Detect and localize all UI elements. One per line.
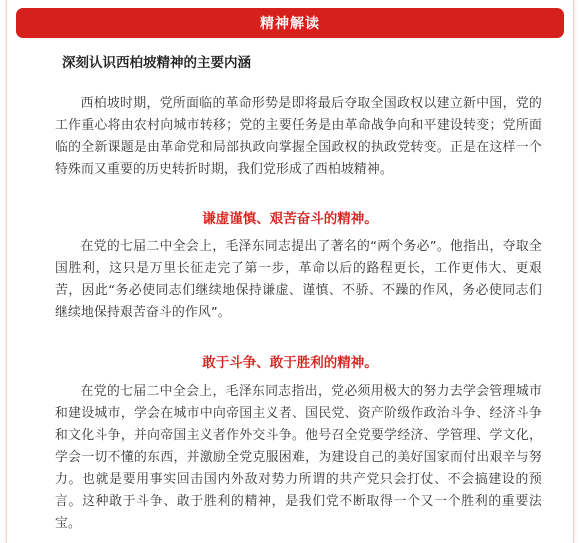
intro-paragraph: 西柏坡时期，党所面临的革命形势是即将最后夺取全国政权以建立新中国，党的工作重心将由农村向城市转移；党的主要任务是由革命战争向和平建设转变；党所面临的全新课题是由革命党和局部执政向掌握全国政权的执政党转变。正是在这样一个特殊而又重要的历史转折时期，我们党形成了西柏坡精神。 xyxy=(55,96,542,177)
section-2-heading: 敢于斗争、敢于胜利的精神。 xyxy=(202,355,378,371)
section-2-paragraph: 在党的七届二中全会上，毛泽东同志指出，党必须用极大的努力去学会管理城市和建设城市，学会在城市中向帝国主义者、国民党、资产阶级作政治斗争、经济斗争和文化斗争，并向帝国主义者作外交斗争。他号召全党要学经济、学管理、学文化，学会一切不懂的东西，并激励全党克服困难，为建设自己的美好国家而付出艰辛与努力。也就是要用事实回击国内外敌对势力所谓的共产党只会打仗、不会搞建设的预言。这种敢于斗争、敢于胜利的精神，是我们党不断取得一个又一个胜利的重要法宝。 xyxy=(55,384,542,531)
article-subtitle: 深刻认识西柏坡精神的主要内涵 xyxy=(62,55,251,71)
banner-title: 精神解读 xyxy=(260,16,320,32)
section-banner xyxy=(16,8,564,38)
section-1-heading: 谦虚谨慎、艰苦奋斗的精神。 xyxy=(202,211,378,227)
section-1-paragraph: 在党的七届二中全会上，毛泽东同志提出了著名的“两个务必”。他指出，夺取全国胜利，这只是万里长征走完了第一步，革命以后的路程更长，工作更伟大、更艰苦，因此“务必使同志们继续地保持谦虚、谨慎、不骄、不躁的作风，务必使同志们继续地保持艰苦奋斗的作风”。 xyxy=(55,239,542,320)
